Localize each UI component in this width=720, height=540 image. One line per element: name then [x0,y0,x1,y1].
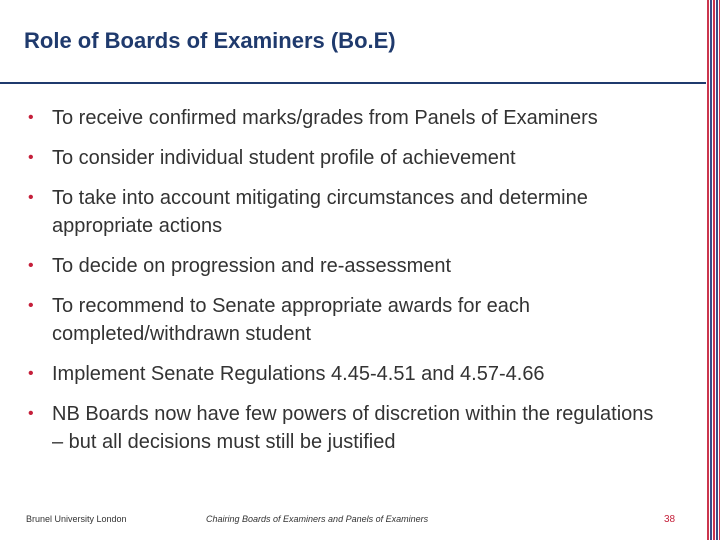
bullet-icon: • [28,109,34,126]
page-number: 38 [664,514,676,525]
bullet-text: Implement Senate Regulations 4.45-4.51 and 4.57-4.66 [52,363,545,385]
slide-title: Role of Boards of Examiners (Bo.E) [24,28,396,53]
bullet-text: To decide on progression and re-assessment [52,255,452,277]
footer-institution: Brunel University London [26,514,127,524]
bullet-icon: • [28,297,34,314]
bullet-text: NB Boards now have few powers of discretion within the regulations – but all decisions must still be justified [52,403,654,453]
bullet-text: To receive confirmed marks/grades from Panels of Examiners [52,107,598,129]
list-item [28,184,668,240]
list-item [28,252,668,280]
title-divider [0,82,706,84]
bullet-text: To take into account mitigating circumstances and determine appropriate actions [52,187,588,237]
list-item [28,292,668,348]
footer-presentation-title: Chairing Boards of Examiners and Panels of Examiners [206,514,429,524]
bullet-list [28,104,668,468]
decorative-side-bar [706,0,720,540]
bullet-icon: • [28,365,34,382]
bullet-text: To consider individual student profile of achievement [52,147,516,169]
list-item [28,104,668,132]
bullet-icon: • [28,405,34,422]
list-item [28,360,668,388]
bullet-icon: • [28,257,34,274]
bullet-icon: • [28,149,34,166]
bullet-icon: • [28,189,34,206]
bullet-text: To recommend to Senate appropriate awards for each completed/withdrawn student [52,295,531,345]
list-item [28,400,668,456]
list-item [28,144,668,172]
